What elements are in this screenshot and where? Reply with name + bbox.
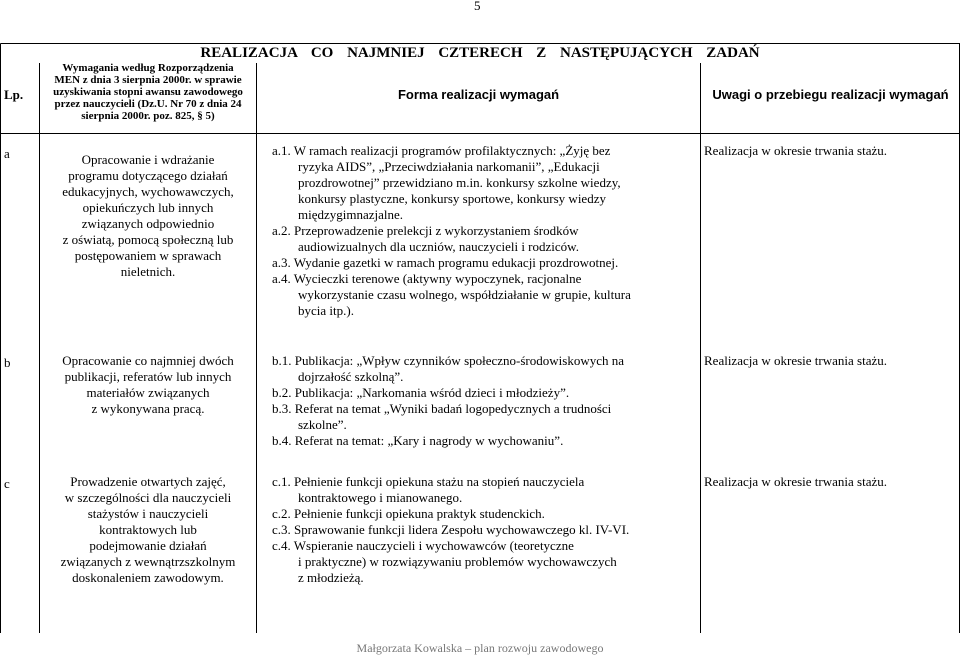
text-line: Opracowanie co najmniej dwóch — [62, 353, 234, 368]
text-line: a.4. Wycieczki terenowe (aktywny wypoczynek, racjonalne — [272, 271, 582, 286]
page-number: 5 — [474, 0, 481, 13]
text-line: wykorzystanie czasu wolnego, współdziałanie w grupie, kultura — [298, 287, 631, 302]
form-item — [272, 522, 700, 538]
text-line: sierpnia 2000r. poz. 825, § 5) — [81, 110, 215, 122]
text-line: kontraktowych lub — [99, 522, 197, 537]
text-line: w szczególności dla nauczycieli — [64, 490, 232, 505]
text-line: c.1. Pełnienie funkcji opiekuna stażu na stopień nauczyciela — [272, 474, 585, 489]
row-a-note: Realizacja w okresie trwania stażu. — [704, 143, 887, 158]
text-line: związanych odpowiednio — [81, 216, 215, 231]
text-line: z oświatą, pomocą społeczną lub — [62, 232, 234, 247]
footer: Małgorzata Kowalska – plan rozwoju zawodowego — [356, 641, 604, 655]
text-line: przez nauczycieli (Dz.U. Nr 70 z dnia 24 — [54, 98, 242, 110]
text-line: ryzyka AIDS”, „Przeciwdziałania narkomanii”, „Edukacji — [298, 159, 600, 174]
row-c-lp: c — [4, 476, 10, 491]
text-line: międzygimnazjalne. — [298, 207, 404, 222]
row-a-lp: a — [4, 146, 10, 161]
row-b-lp: b — [4, 355, 11, 370]
text-line: szkolne”. — [298, 417, 347, 432]
text-line: uzyskiwania stopni awansu zawodowego — [53, 86, 243, 98]
text-line: MEN z dnia 3 sierpnia 2000r. w sprawie — [54, 74, 242, 86]
text-line: b.3. Referat na temat „Wyniki badań logopedycznych a trudności — [272, 401, 612, 416]
text-line: c.4. Wspieranie nauczycieli i wychowawców (teoretyczne — [272, 538, 574, 553]
form-item — [272, 433, 700, 449]
form-item — [272, 353, 700, 385]
row-b-requirement — [40, 353, 256, 417]
text-line: programu dotyczącego działań — [68, 168, 228, 183]
row-c-forms — [272, 474, 700, 586]
text-line: postępowaniem w sprawach — [74, 248, 222, 263]
form-item — [272, 538, 700, 586]
text-line: b.1. Publikacja: „Wpływ czynników społeczno-środowiskowych na — [272, 353, 625, 368]
text-line: dojrzałość szkolną”. — [298, 369, 404, 384]
text-line: stażystów i nauczycieli — [87, 506, 209, 521]
row-c-note: Realizacja w okresie trwania stażu. — [704, 474, 887, 489]
header-lp: Lp. — [4, 87, 24, 102]
header-requirements — [40, 62, 256, 122]
text-line: Wymagania według Rozporządzenia — [62, 62, 234, 74]
text-line: a.1. W ramach realizacji programów profilaktycznych: „Żyję bez — [272, 143, 611, 158]
text-line: b.2. Publikacja: „Narkomania wśród dzieci i młodzieży”. — [272, 385, 570, 400]
table-title: REALIZACJA CO NAJMNIEJ CZTERECH Z NASTĘPUJĄCYCH ZADAŃ — [200, 45, 760, 61]
header-notes: Uwagi o przebiegu realizacji wymagań — [712, 87, 949, 102]
form-item — [272, 223, 700, 255]
text-line: edukacyjnych, wychowawczych, — [62, 184, 234, 199]
text-line: a.3. Wydanie gazetki w ramach programu edukacji prozdrowotnej. — [272, 255, 619, 270]
text-line: opiekuńczych lub innych — [82, 200, 214, 215]
text-line: z młodzieżą. — [298, 570, 364, 585]
text-line: związanych z wewnątrzszkolnym — [60, 554, 236, 569]
text-line: Opracowanie i wdrażanie — [81, 152, 215, 167]
text-line: c.2. Pełnienie funkcji opiekuna praktyk studenckich. — [272, 506, 545, 521]
form-item — [272, 401, 700, 433]
row-a-forms — [272, 143, 700, 319]
row-a-requirement — [40, 152, 256, 280]
text-line: kontraktowego i mianowanego. — [298, 490, 463, 505]
text-line: b.4. Referat na temat: „Kary i nagrody w wychowaniu”. — [272, 433, 564, 448]
row-b-forms — [272, 353, 700, 449]
row-c-requirement — [40, 474, 256, 586]
text-line: podejmowanie działań — [89, 538, 207, 553]
text-line: nieletnich. — [120, 264, 176, 279]
form-item — [272, 143, 700, 223]
row-b-note: Realizacja w okresie trwania stażu. — [704, 353, 887, 368]
text-line: i praktyczne) w rozwiązywaniu problemów wychowawczych — [298, 554, 617, 569]
text-line: publikacji, referatów lub innych — [64, 369, 232, 384]
form-item — [272, 385, 700, 401]
text-line: bycia itp.). — [298, 303, 354, 318]
text-line: z wykonywana pracą. — [91, 401, 205, 416]
text-line: c.3. Sprawowanie funkcji lidera Zespołu wychowawczego kl. IV-VI. — [272, 522, 630, 537]
text-line: prozdrowotnej” przewidziano m.in. konkursy szkolne wiedzy, — [298, 175, 621, 190]
form-item — [272, 271, 700, 319]
form-item — [272, 474, 700, 506]
text-line: audiowizualnych dla uczniów, nauczycieli i rodziców. — [298, 239, 579, 254]
text-line: doskonaleniem zawodowym. — [72, 570, 224, 585]
form-item — [272, 255, 700, 271]
header-form: Forma realizacji wymagań — [397, 87, 560, 102]
text-line: a.2. Przeprowadzenie prelekcji z wykorzystaniem środków — [272, 223, 579, 238]
text-line: Prowadzenie otwartych zajęć, — [70, 474, 226, 489]
text-line: konkursy plastyczne, konkursy sportowe, konkursy wiedzy — [298, 191, 606, 206]
form-item — [272, 506, 700, 522]
text-line: materiałów związanych — [86, 385, 210, 400]
